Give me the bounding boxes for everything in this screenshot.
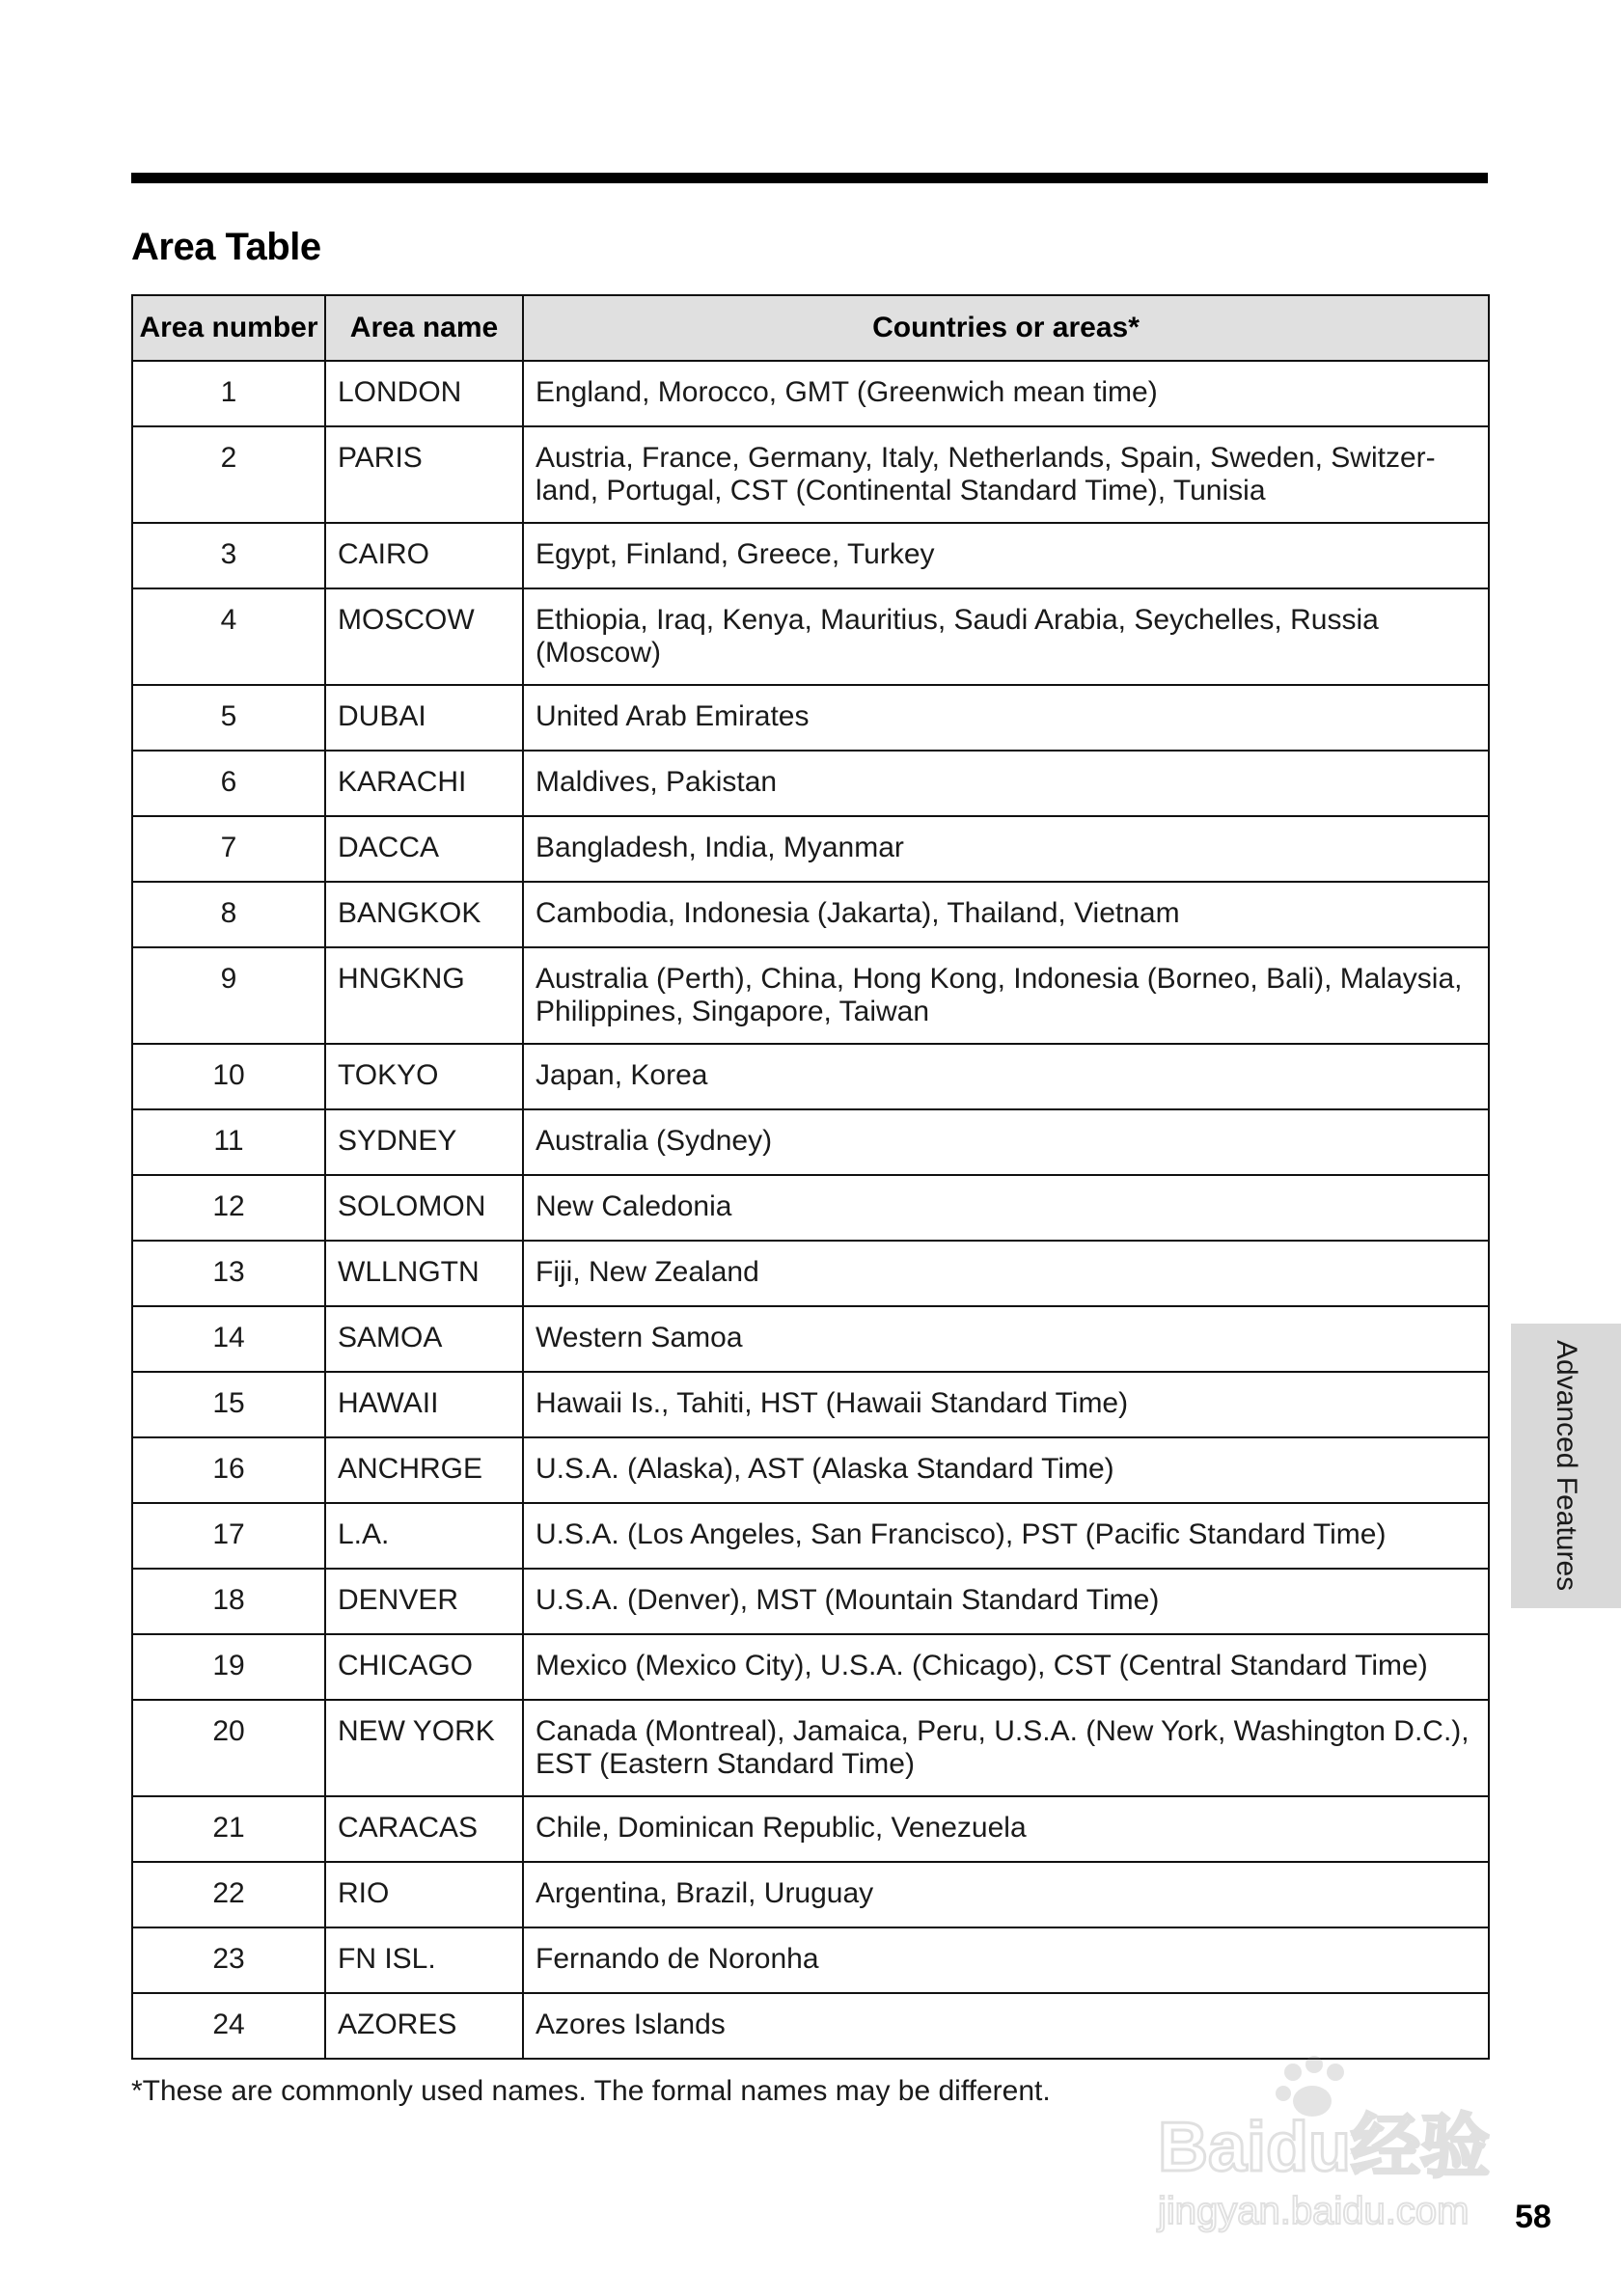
table-row (132, 1796, 1489, 1862)
countries-cell: Chile, Dominican Republic, Venezuela (523, 1796, 1489, 1862)
table-row (132, 1372, 1489, 1437)
countries-cell: Australia (Sydney) (523, 1109, 1489, 1175)
table-row (132, 882, 1489, 947)
table-row (132, 751, 1489, 816)
top-rule (131, 173, 1488, 183)
header-countries: Countries or areas* (523, 295, 1489, 361)
area-number-cell: 22 (132, 1862, 325, 1927)
table-row (132, 1993, 1489, 2059)
area-number-cell: 17 (132, 1503, 325, 1569)
table-row (132, 1044, 1489, 1109)
area-name-cell: ANCHRGE (325, 1437, 523, 1503)
countries-cell: Western Samoa (523, 1306, 1489, 1372)
header-area-name: Area name (325, 295, 523, 361)
countries-cell: Mexico (Mexico City), U.S.A. (Chicago), CST (Central Standard Time) (523, 1634, 1489, 1700)
watermark-line2: jingyan.baidu.com (1158, 2190, 1470, 2232)
table-row (132, 1306, 1489, 1372)
countries-cell: Austria, France, Germany, Italy, Netherlands, Spain, Sweden, Switzer-land, Portugal, CST (Continental Standard Time), Tunisia (523, 426, 1489, 523)
table-row (132, 1700, 1489, 1796)
table-row (132, 523, 1489, 588)
countries-cell: Bangladesh, India, Myanmar (523, 816, 1489, 882)
table-row (132, 1862, 1489, 1927)
area-name-cell: TOKYO (325, 1044, 523, 1109)
countries-cell: Australia (Perth), China, Hong Kong, Indonesia (Borneo, Bali), Malaysia, Philippines, Singapore, Taiwan (523, 947, 1489, 1044)
area-number-cell: 7 (132, 816, 325, 882)
area-number-cell: 12 (132, 1175, 325, 1241)
area-name-cell: L.A. (325, 1503, 523, 1569)
countries-cell: Argentina, Brazil, Uruguay (523, 1862, 1489, 1927)
area-number-cell: 23 (132, 1927, 325, 1993)
table-row (132, 1109, 1489, 1175)
countries-cell: Maldives, Pakistan (523, 751, 1489, 816)
area-number-cell: 21 (132, 1796, 325, 1862)
area-number-cell: 9 (132, 947, 325, 1044)
table-row (132, 1437, 1489, 1503)
countries-cell: U.S.A. (Alaska), AST (Alaska Standard Time) (523, 1437, 1489, 1503)
area-number-cell: 5 (132, 685, 325, 751)
area-name-cell: AZORES (325, 1993, 523, 2059)
area-name-cell: LONDON (325, 361, 523, 426)
area-number-cell: 15 (132, 1372, 325, 1437)
area-name-cell: SYDNEY (325, 1109, 523, 1175)
countries-cell: England, Morocco, GMT (Greenwich mean time) (523, 361, 1489, 426)
area-number-cell: 6 (132, 751, 325, 816)
countries-cell: Fernando de Noronha (523, 1927, 1489, 1993)
countries-cell: United Arab Emirates (523, 685, 1489, 751)
area-name-cell: FN ISL. (325, 1927, 523, 1993)
area-number-cell: 14 (132, 1306, 325, 1372)
area-number-cell: 2 (132, 426, 325, 523)
table-row (132, 426, 1489, 523)
area-name-cell: MOSCOW (325, 588, 523, 685)
area-number-cell: 10 (132, 1044, 325, 1109)
area-name-cell: SAMOA (325, 1306, 523, 1372)
area-number-cell: 4 (132, 588, 325, 685)
area-number-cell: 24 (132, 1993, 325, 2059)
area-name-cell: CHICAGO (325, 1634, 523, 1700)
countries-cell: New Caledonia (523, 1175, 1489, 1241)
countries-cell: Japan, Korea (523, 1044, 1489, 1109)
table-row (132, 588, 1489, 685)
section-title: Area Table (131, 226, 321, 268)
area-number-cell: 19 (132, 1634, 325, 1700)
baidu-watermark (1139, 2045, 1544, 2238)
area-name-cell: NEW YORK (325, 1700, 523, 1796)
area-name-cell: HNGKNG (325, 947, 523, 1044)
area-number-cell: 8 (132, 882, 325, 947)
table-row (132, 1569, 1489, 1634)
table-row (132, 1503, 1489, 1569)
area-number-cell: 18 (132, 1569, 325, 1634)
area-name-cell: DENVER (325, 1569, 523, 1634)
header-area-number: Area number (132, 295, 325, 361)
table-row (132, 1241, 1489, 1306)
countries-cell: Egypt, Finland, Greece, Turkey (523, 523, 1489, 588)
countries-cell: Canada (Montreal), Jamaica, Peru, U.S.A. (New York, Washington D.C.), EST (Eastern Standard Time) (523, 1700, 1489, 1796)
area-name-cell: BANGKOK (325, 882, 523, 947)
area-name-cell: DACCA (325, 816, 523, 882)
table-row (132, 1634, 1489, 1700)
area-number-cell: 3 (132, 523, 325, 588)
table-row (132, 361, 1489, 426)
area-name-cell: KARACHI (325, 751, 523, 816)
countries-cell: Ethiopia, Iraq, Kenya, Mauritius, Saudi Arabia, Seychelles, Russia (Moscow) (523, 588, 1489, 685)
area-table (131, 294, 1490, 2060)
area-name-cell: PARIS (325, 426, 523, 523)
table-row (132, 816, 1489, 882)
area-number-cell: 1 (132, 361, 325, 426)
paw-icon (1276, 2056, 1344, 2117)
table-header-row (132, 295, 1489, 361)
area-number-cell: 16 (132, 1437, 325, 1503)
page-number: 58 (1515, 2199, 1552, 2235)
area-name-cell: WLLNGTN (325, 1241, 523, 1306)
countries-cell: Cambodia, Indonesia (Jakarta), Thailand, Vietnam (523, 882, 1489, 947)
countries-cell: Fiji, New Zealand (523, 1241, 1489, 1306)
area-name-cell: SOLOMON (325, 1175, 523, 1241)
countries-cell: U.S.A. (Denver), MST (Mountain Standard Time) (523, 1569, 1489, 1634)
area-number-cell: 13 (132, 1241, 325, 1306)
area-name-cell: RIO (325, 1862, 523, 1927)
area-name-cell: CAIRO (325, 523, 523, 588)
table-row (132, 1175, 1489, 1241)
table-row (132, 947, 1489, 1044)
countries-cell: U.S.A. (Los Angeles, San Francisco), PST (Pacific Standard Time) (523, 1503, 1489, 1569)
area-name-cell: CARACAS (325, 1796, 523, 1862)
watermark-line1: Baidu经验 (1158, 2109, 1491, 2186)
countries-cell: Azores Islands (523, 1993, 1489, 2059)
area-number-cell: 20 (132, 1700, 325, 1796)
footnote: *These are commonly used names. The formal names may be different. (131, 2075, 1051, 2107)
area-name-cell: DUBAI (325, 685, 523, 751)
side-tab-label: Advanced Features (1551, 1340, 1582, 1592)
area-name-cell: HAWAII (325, 1372, 523, 1437)
countries-cell: Hawaii Is., Tahiti, HST (Hawaii Standard Time) (523, 1372, 1489, 1437)
area-number-cell: 11 (132, 1109, 325, 1175)
side-tab (1511, 1324, 1621, 1608)
table-row (132, 685, 1489, 751)
table-row (132, 1927, 1489, 1993)
